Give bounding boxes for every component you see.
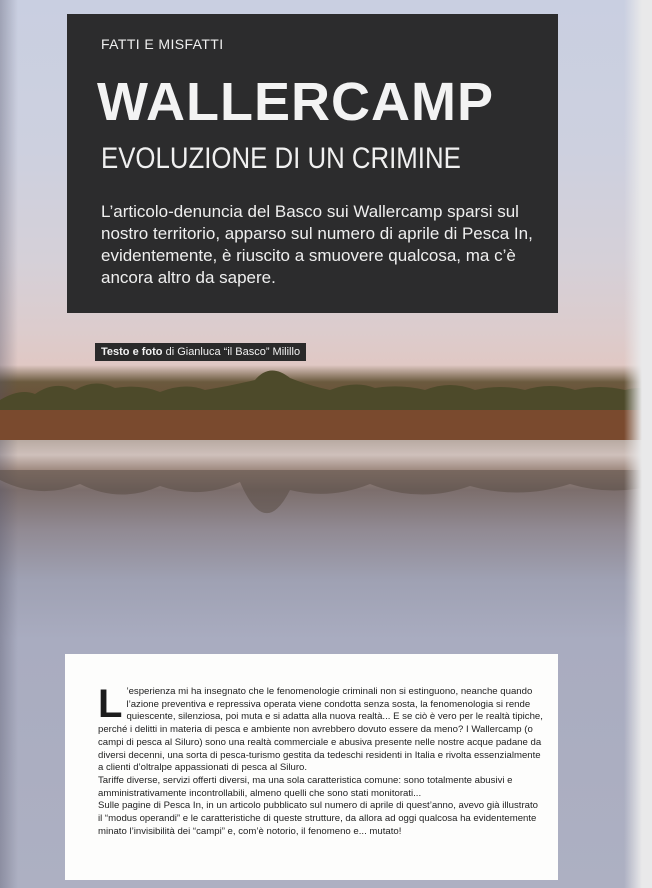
article-paragraph-3: Sulle pagine di Pesca In, in un articolo pubblicato sul numero di aprile di quest’anno, avevo già illustrato il “modus operandi” e le caratteristiche di queste strutture, da allora ad oggi qualcosa ha evidentemente minato l’invisibilità dei “campi” e, com’è notorio, il fenomeno e... mutato! [98,800,538,837]
article-body [98,682,544,838]
article-paragraph-2: Tariffe diverse, servizi offerti diversi, ma una sola caratteristica comune: sono totalmente abusivi e amministrativamente incontrollabili, almeno quelli che sono stati monitorati... [98,774,513,799]
drop-cap: L [98,682,123,726]
byline-prefix: Testo e foto [101,346,163,358]
section-kicker: FATTI E MISFATTI [101,36,224,52]
article-subtitle: EVOLUZIONE DI UN CRIMINE [101,142,461,175]
water-reflection [0,470,652,560]
byline [95,343,306,361]
standfirst: L’articolo-denuncia del Basco sui Wallercamp sparsi sul nostro territorio, apparso sul numero di aprile di Pesca In, evidentemente, è riuscito a smuovere qualcosa, ma c’è ancora altro da sapere. [101,202,533,287]
byline-author: di Gianluca “il Basco” Milillo [162,346,301,358]
treeline-photo [0,360,652,440]
article-paragraph-1: ’esperienza mi ha insegnato che le fenomenologie criminali non si estinguono, neanche quando l’azione preventiva e repressiva operata viene condotta senza sosta, la fenomenologia si rende quiescente, silenziosa, poi muta e si adatta alla nuova realtà... E se ciò è vero per le realtà tipiche, perché i delitti in materia di pesca e ambiente non avrebbero dovuto essere da meno? I Wallercamp (o campi di pesca al Siluro) sono una realtà commerciale e abusiva presente nelle nostre acque padane da diversi decenni, una sorta di pesca-turismo gestita da tedeschi residenti in Italia e rivolta essenzialmente a clienti d’oltralpe appassionati di pesca al Siluro. [98,686,543,774]
article-title: WALLERCAMP [97,72,494,132]
